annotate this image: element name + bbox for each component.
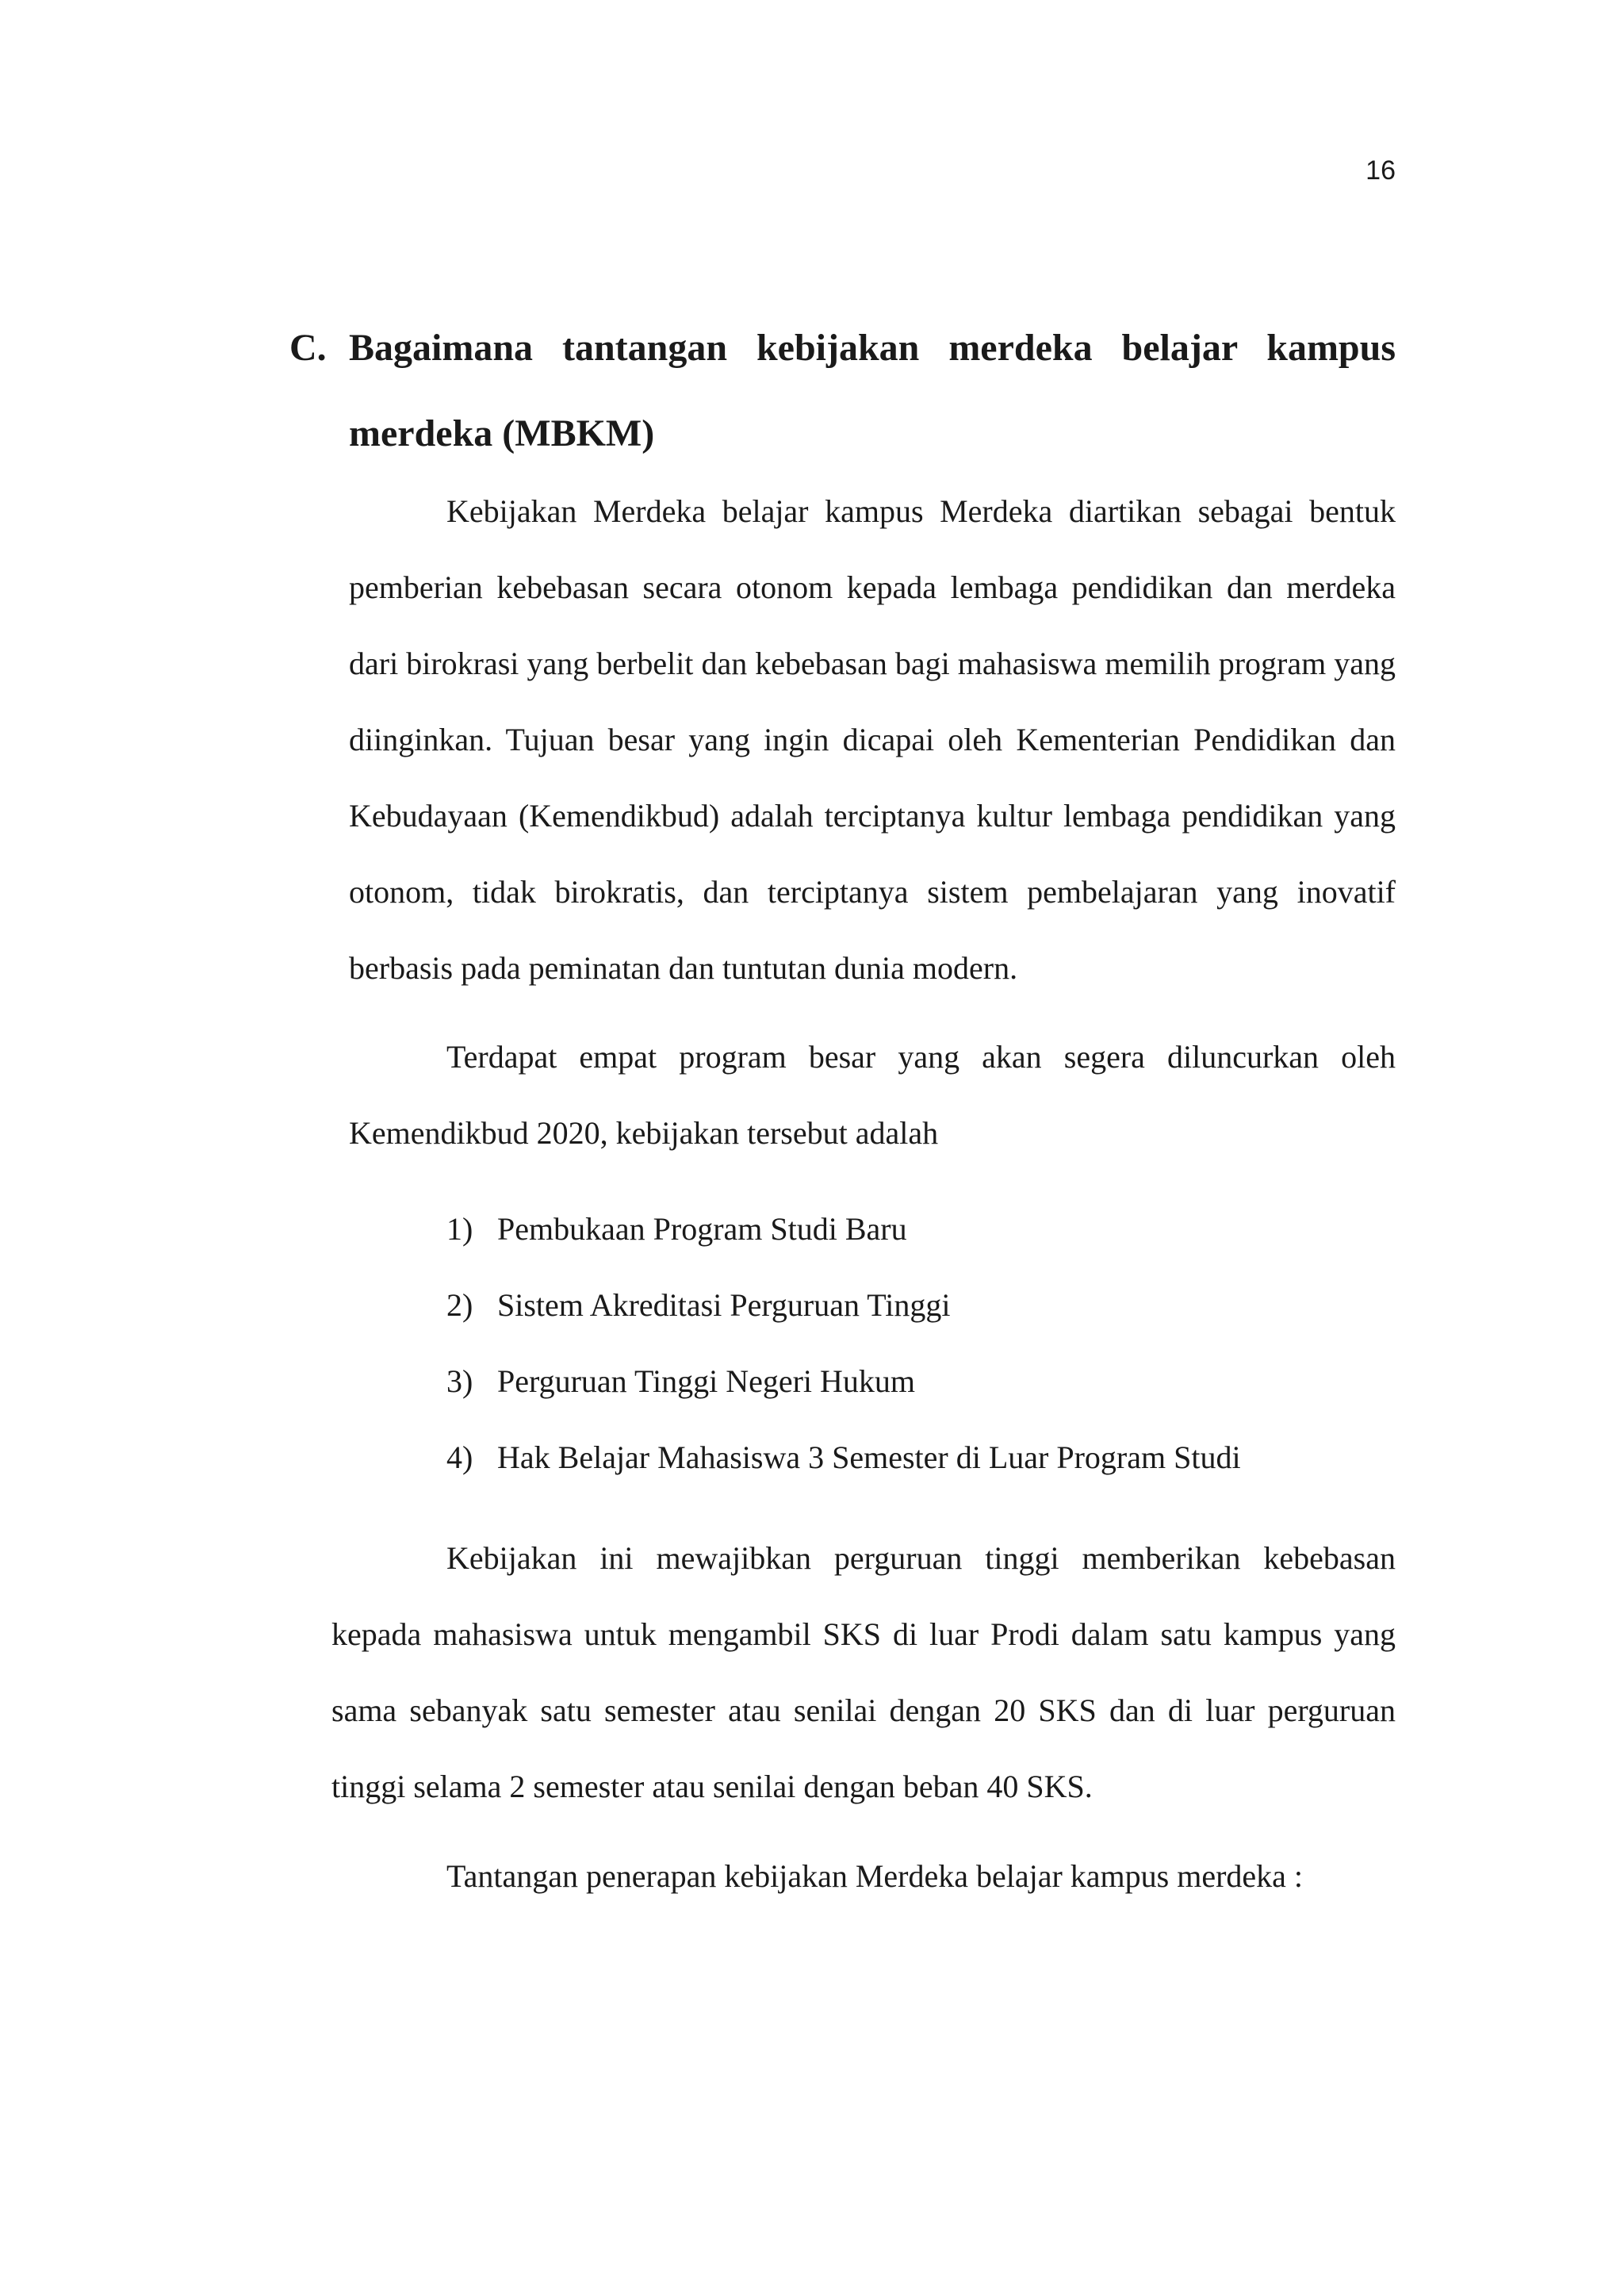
list-item <box>446 1267 1396 1343</box>
list-item <box>446 1420 1396 1496</box>
section-title: Bagaimana tantangan kebijakan merdeka belajar kampus merdeka (MBKM) <box>349 327 1396 454</box>
list-item-number: 3) <box>446 1363 473 1399</box>
paragraph-policy-definition: Kebijakan Merdeka belajar kampus Merdeka diartikan sebagai bentuk pemberian kebebasan secara otonom kepada lembaga pendidikan dan merdeka dari birokrasi yang berbelit dan kebebasan bagi mahasiswa memilih program yang diinginkan. Tujuan besar yang ingin dicapai oleh Kementerian Pendidikan dan Kebudayaan (Kemendikbud) adalah terciptanya kultur lembaga pendidikan yang otonom, tidak birokratis, dan terciptanya sistem pembelajaran yang inovatif berbasis pada peminatan dan tuntutan dunia modern. <box>349 493 1396 986</box>
list-item <box>446 1191 1396 1267</box>
paragraph-sks-policy: Kebijakan ini mewajibkan perguruan tinggi memberikan kebebasan kepada mahasiswa untuk mengambil SKS di luar Prodi dalam satu kampus yang sama sebanyak satu semester atau senilai dengan 20 SKS dan di luar perguruan tinggi selama 2 semester atau senilai dengan beban 40 SKS. <box>331 1540 1396 1804</box>
paragraph-challenges-intro: Tantangan penerapan kebijakan Merdeka belajar kampus merdeka : <box>446 1858 1304 1894</box>
list-item <box>446 1343 1396 1420</box>
page-number: 16 <box>1365 155 1396 186</box>
list-item-number: 1) <box>446 1211 473 1247</box>
section-heading <box>289 305 1396 477</box>
list-item-number: 4) <box>446 1439 473 1475</box>
section-marker: C. <box>289 327 327 369</box>
list-item-text: Sistem Akreditasi Perguruan Tinggi <box>497 1287 951 1323</box>
list-item-text: Pembukaan Program Studi Baru <box>497 1211 907 1247</box>
list-item-text: Perguruan Tinggi Negeri Hukum <box>497 1363 916 1399</box>
paragraph-four-programs: Terdapat empat program besar yang akan segera diluncurkan oleh Kemendikbud 2020, kebijakan tersebut adalah <box>349 1039 1396 1151</box>
program-list <box>446 1191 1396 1496</box>
list-item-number: 2) <box>446 1287 473 1323</box>
list-item-text: Hak Belajar Mahasiswa 3 Semester di Luar Program Studi <box>497 1439 1241 1475</box>
